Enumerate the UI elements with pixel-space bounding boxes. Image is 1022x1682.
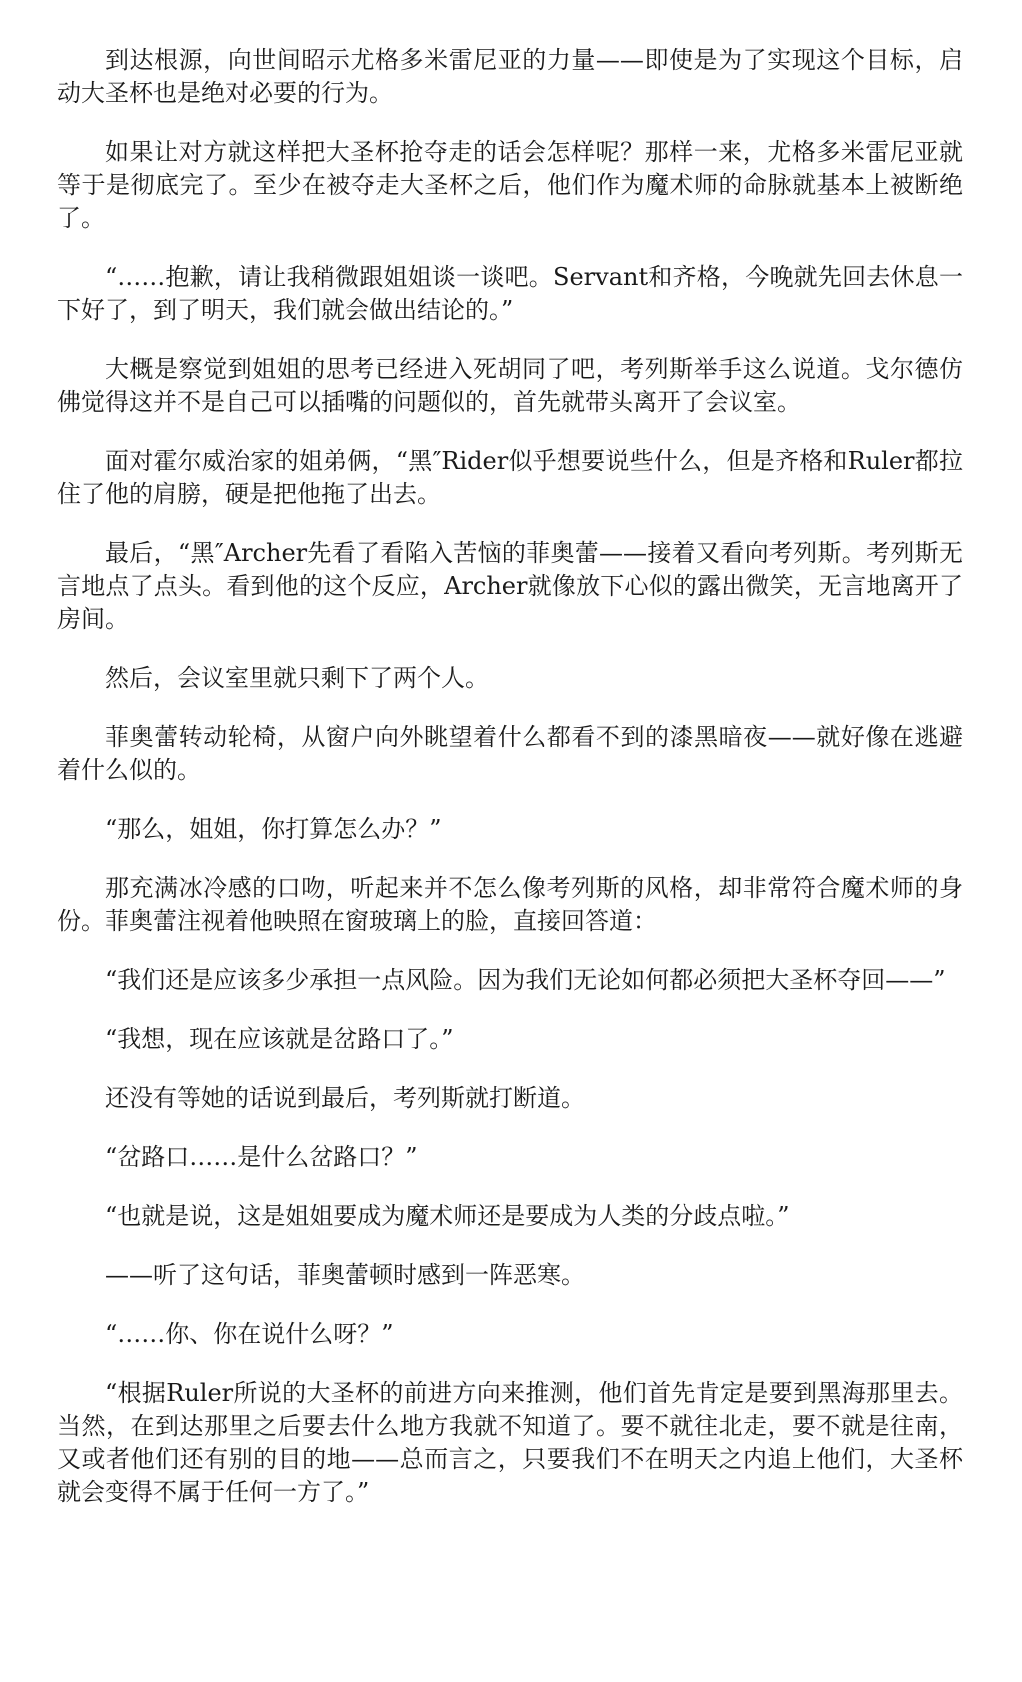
- paragraph-13: 还没有等她的话说到最后，考列斯就打断道。: [105, 1084, 585, 1112]
- paragraph-6: 最后，“黑″Archer先看了看陷入苦恼的菲奥蕾——接着又看向考列斯。考列斯无言地点了点头。看到他的这个反应，Archer就像放下心似的露出微笑，无言地离开了房间。: [57, 539, 963, 633]
- paragraph-4: 大概是察觉到姐姐的思考已经进入死胡同了吧，考列斯举手这么说道。戈尔德仿佛觉得这并不是自己可以插嘴的问题似的，首先就带头离开了会议室。: [57, 355, 963, 416]
- paragraph-1: 到达根源，向世间昭示尤格多米雷尼亚的力量——即使是为了实现这个目标，启动大圣杯也是绝对必要的行为。: [57, 46, 963, 107]
- document-page: [57, 44, 963, 1535]
- paragraph-17: “……你、你在说什么呀？”: [105, 1320, 394, 1348]
- paragraph-9: “那么，姐姐，你打算怎么办？”: [105, 815, 442, 843]
- paragraph-8: 菲奥蕾转动轮椅，从窗户向外眺望着什么都看不到的漆黑暗夜——就好像在逃避着什么似的。: [57, 723, 963, 784]
- paragraph-12: “我想，现在应该就是岔路口了。”: [105, 1025, 454, 1053]
- paragraph-15: “也就是说，这是姐姐要成为魔术师还是要成为人类的分歧点啦。”: [105, 1202, 790, 1230]
- paragraph-16: ——听了这句话，菲奥蕾顿时感到一阵恶寒。: [105, 1261, 585, 1289]
- paragraph-10: 那充满冰冷感的口吻，听起来并不怎么像考列斯的风格，却非常符合魔术师的身份。菲奥蕾注视着他映照在窗玻璃上的脸，直接回答道：: [57, 874, 963, 935]
- paragraph-2: 如果让对方就这样把大圣杯抢夺走的话会怎样呢？那样一来，尤格多米雷尼亚就等于是彻底完了。至少在被夺走大圣杯之后，他们作为魔术师的命脉就基本上被断绝了。: [57, 138, 963, 232]
- paragraph-11: “我们还是应该多少承担一点风险。因为我们无论如何都必须把大圣杯夺回——”: [105, 966, 946, 994]
- paragraph-3: “……抱歉，请让我稍微跟姐姐谈一谈吧。Servant和齐格，今晚就先回去休息一下好了，到了明天，我们就会做出结论的。”: [57, 263, 963, 324]
- paragraph-7: 然后，会议室里就只剩下了两个人。: [105, 664, 489, 692]
- paragraph-5: 面对霍尔威治家的姐弟俩，“黑″Rider似乎想要说些什么，但是齐格和Ruler都拉住了他的肩膀，硬是把他拖了出去。: [57, 447, 963, 508]
- paragraph-18: “根据Ruler所说的大圣杯的前进方向来推测，他们首先肯定是要到黑海那里去。当然，在到达那里之后要去什么地方我就不知道了。要不就往北走，要不就是往南，又或者他们还有别的目的地——总而言之，只要我们不在明天之内追上他们，大圣杯就会变得不属于任何一方了。”: [57, 1379, 963, 1506]
- paragraph-14: “岔路口……是什么岔路口？”: [105, 1143, 418, 1171]
